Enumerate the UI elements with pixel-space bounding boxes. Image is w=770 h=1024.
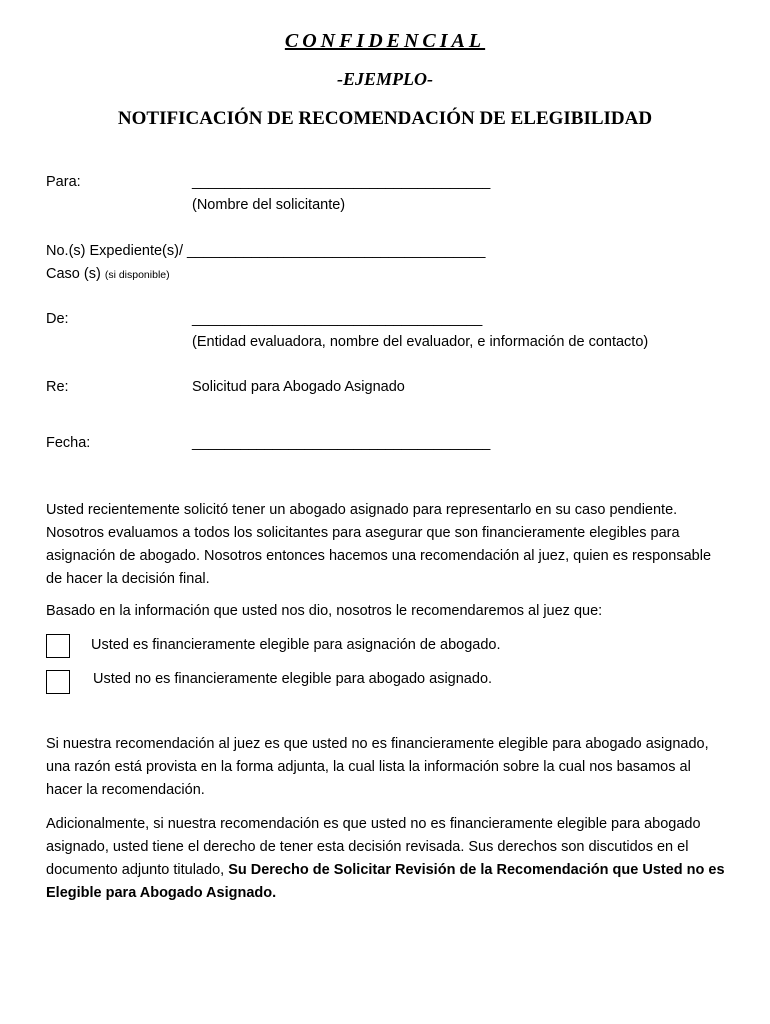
para-caption: (Nombre del solicitante) [192,197,346,213]
expediente-label: No.(s) Expediente(s)/ _____________________________________ [46,243,486,259]
additionally-paragraph [46,813,730,905]
not-eligible-option-label: Usted no es financieramente elegible para abogado asignado. [93,671,493,687]
fecha-label: Fecha: [46,435,91,451]
if-not-paragraph: Si nuestra recomendación al juez es que usted no es financieramente elegible para abogado asignado, una razón está provista en la forma adjunta, la cual lista la información sobre la cual nos basamos al hacer la recomendación. [46,736,709,798]
de-blank: ____________________________________ [192,311,483,327]
eligible-checkbox[interactable] [46,634,70,658]
fecha-blank: _____________________________________ [192,435,491,451]
not-eligible-checkbox[interactable] [46,670,70,694]
caso-label [46,265,170,284]
confidential-heading: CONFIDENCIAL [284,30,486,52]
caso-note: (si disponible) [104,269,170,281]
eligible-option-label: Usted es financieramente elegible para asignación de abogado. [91,637,501,653]
rights-document-title: Su Derecho de Solicitar Revisión de la Recomendación que Usted no es Elegible para Abogado Asignado. [46,862,725,901]
notice-title: NOTIFICACIÓN DE RECOMENDACIÓN DE ELEGIBILIDAD [117,108,653,129]
de-caption: (Entidad evaluadora, nombre del evaluador, e información de contacto) [192,334,649,350]
re-label: Re: [46,379,69,395]
based-on-paragraph: Basado en la información que usted nos dio, nosotros le recomendaremos al juez que: [46,603,603,619]
intro-paragraph: Usted recientemente solicitó tener un abogado asignado para representarlo en su caso pendiente. Nosotros evaluamos a todos los solicitantes para asegurar que son financieramente elegibles para asignación de abogado. Nosotros entonces hacemos una recomendación al juez, quien es responsable de hacer la decisión final. [46,502,712,587]
additionally-text: Adicionalmente, si nuestra recomendación es que usted no es financieramente elegible para abogado asignado, usted tiene el derecho de tener esta decisión revisada. Sus derechos son discutidos en el documento adjunto titulado, [46,816,701,878]
example-heading: -EJEMPLO- [337,69,433,89]
para-label: Para: [46,174,81,190]
caso-text: Caso (s) [46,266,101,282]
de-label: De: [46,311,69,327]
para-blank: _____________________________________ [192,174,491,190]
re-value: Solicitud para Abogado Asignado [192,379,405,395]
